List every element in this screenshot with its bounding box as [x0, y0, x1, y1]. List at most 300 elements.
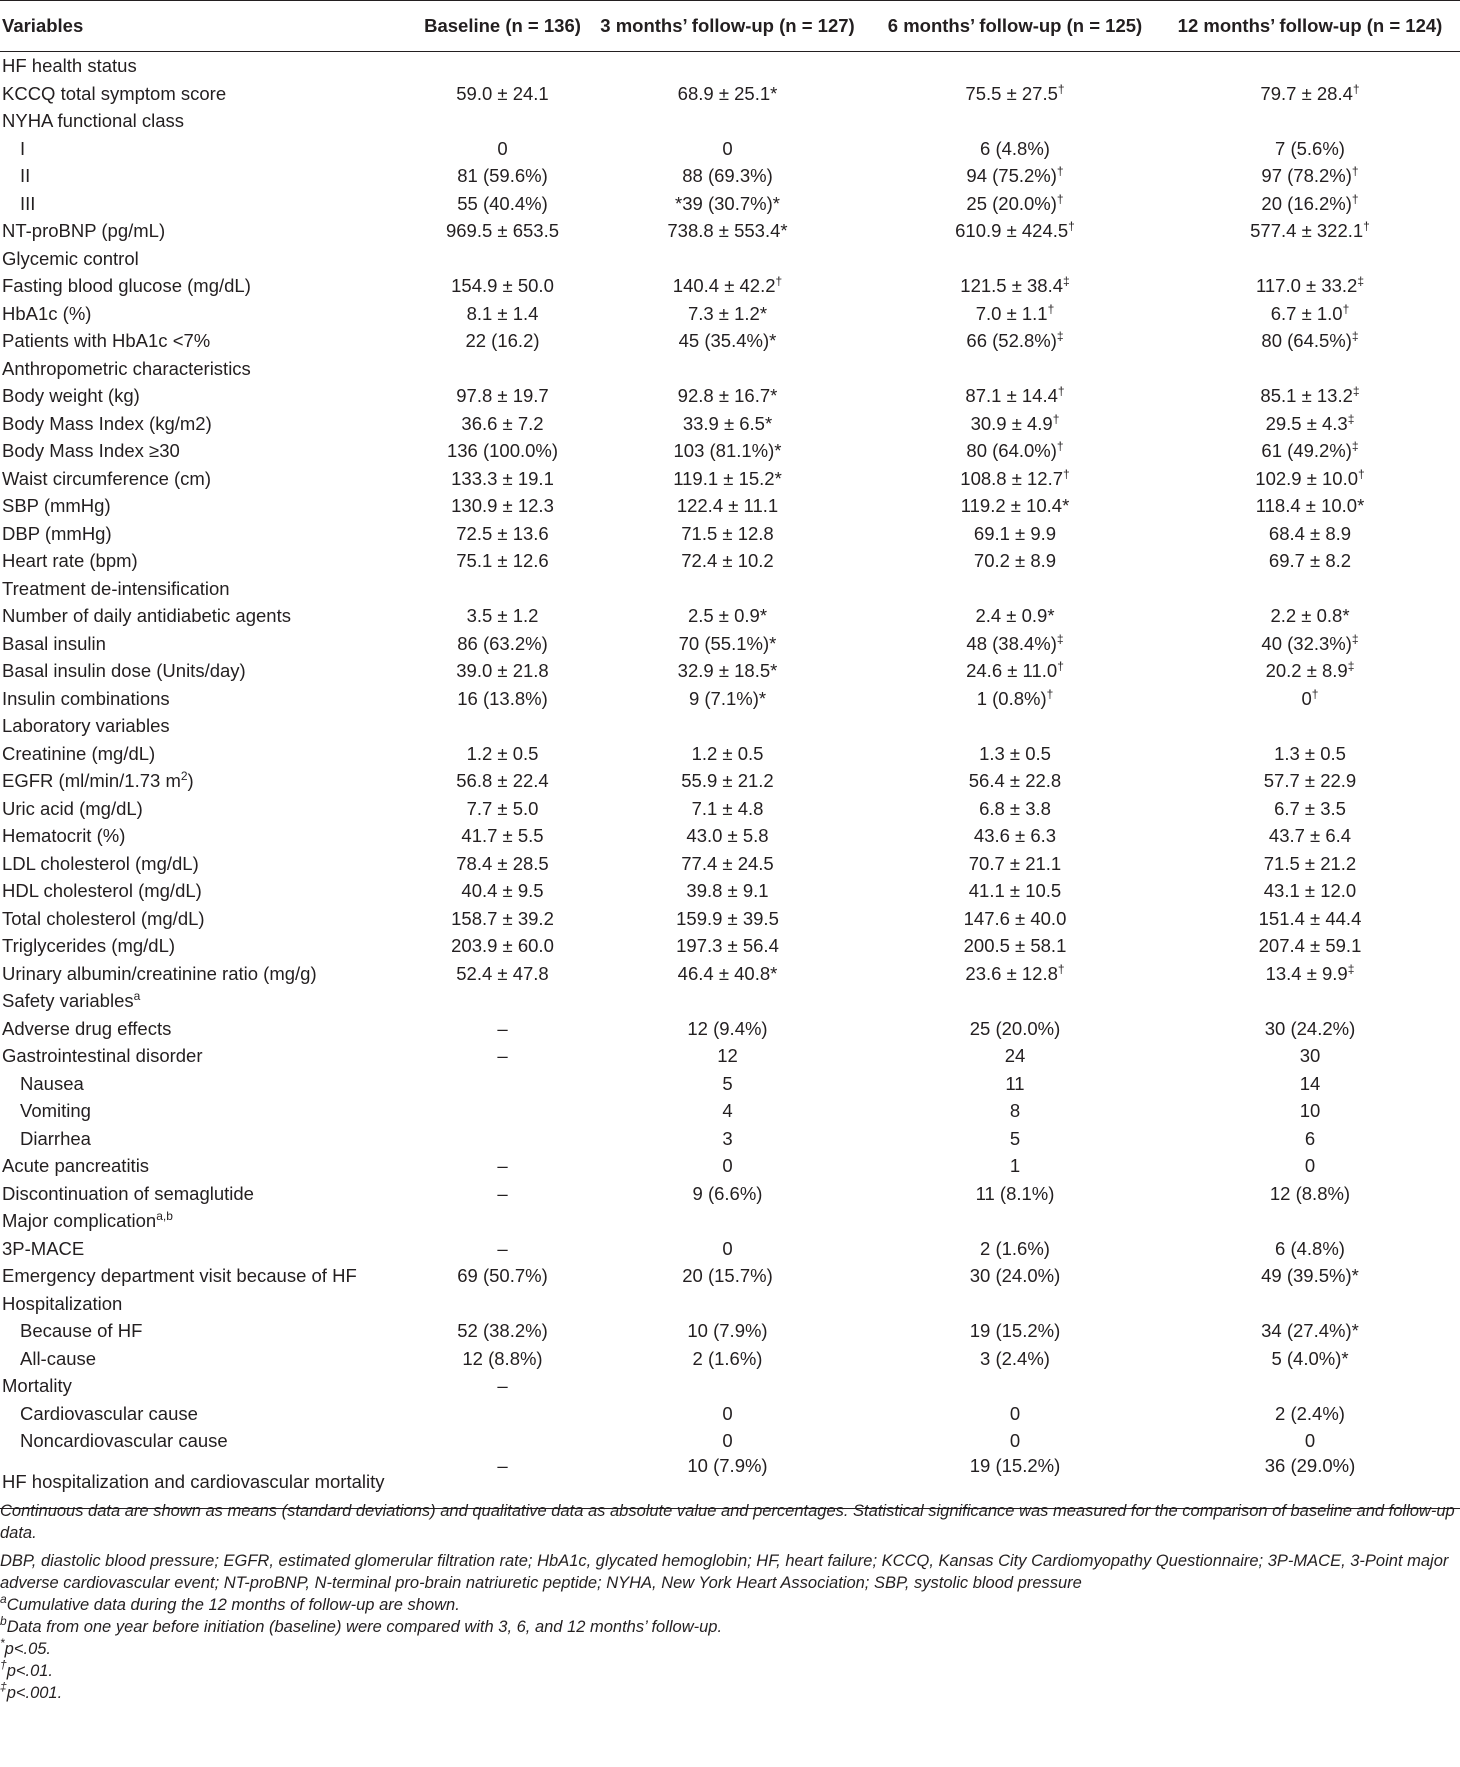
- row-label: Body Mass Index ≥30: [2, 440, 180, 462]
- cell-6-months: 25 (20.0%)†: [966, 191, 1064, 214]
- table-row: [0, 135, 1460, 163]
- table-row: [0, 685, 1460, 713]
- table-row: [0, 1042, 1460, 1070]
- cell-3-months: 0: [722, 1402, 733, 1424]
- cell-12-months: 5 (4.0%)*: [1271, 1347, 1349, 1369]
- cell-baseline: 69 (50.7%): [457, 1265, 548, 1287]
- row-label: Creatinine (mg/dL): [2, 742, 156, 764]
- cell-6-months: 7.0 ± 1.1†: [975, 301, 1055, 324]
- cell-3-months: 88 (69.3%): [682, 165, 773, 187]
- cell-6-months: 147.6 ± 40.0: [963, 907, 1067, 929]
- cell-baseline: 39.0 ± 21.8: [456, 660, 549, 682]
- cell-baseline: 7.7 ± 5.0: [466, 797, 539, 819]
- row-section-label: Mortality: [2, 1375, 72, 1397]
- table-row: [0, 850, 1460, 878]
- table-row: [0, 437, 1460, 465]
- cell-6-months: [870, 245, 1160, 273]
- cell-6-months: 8: [1009, 1100, 1021, 1122]
- cell-3-months: 197.3 ± 56.4: [676, 935, 779, 957]
- cell-3-months: *39 (30.7%)*: [675, 192, 780, 214]
- row-label: II: [20, 165, 31, 187]
- table-row: [0, 877, 1460, 905]
- cell-baseline: –: [420, 1455, 585, 1509]
- cell-baseline: 41.7 ± 5.5: [461, 825, 544, 847]
- cell-6-months: 119.2 ± 10.4*: [960, 495, 1070, 517]
- table-row: [0, 1317, 1460, 1345]
- table-footnotes: [0, 1500, 1458, 1704]
- cell-baseline: [420, 1097, 585, 1125]
- table-row: [0, 80, 1460, 108]
- cell-12-months: 117.0 ± 33.2‡: [1255, 274, 1365, 297]
- cell-baseline: [420, 712, 585, 740]
- cell-12-months: 36 (29.0%): [1160, 1455, 1460, 1509]
- column-header-6-months: 6 months’ follow-up (n = 125): [870, 1, 1160, 52]
- cell-3-months: [585, 1207, 870, 1235]
- cell-baseline: [420, 1427, 585, 1455]
- cell-3-months: 2.5 ± 0.9*: [687, 605, 768, 627]
- row-label: Gastrointestinal disorder: [2, 1045, 203, 1067]
- cell-3-months: 9 (7.1%)*: [688, 687, 767, 709]
- row-label: Basal insulin: [2, 632, 106, 654]
- row-label: Waist circumference (cm): [2, 467, 212, 489]
- cell-3-months: [585, 52, 870, 80]
- cell-12-months: [1160, 575, 1460, 603]
- cell-3-months: 1.2 ± 0.5: [691, 742, 764, 764]
- cell-12-months: 68.4 ± 8.9: [1268, 522, 1352, 544]
- table-row: [0, 932, 1460, 960]
- cell-12-months: 71.5 ± 21.2: [1263, 852, 1357, 874]
- table-row: [0, 1180, 1460, 1208]
- cell-12-months: [1160, 107, 1460, 135]
- row-label: Body Mass Index (kg/m2): [2, 412, 212, 434]
- row-label: III: [20, 192, 36, 214]
- table-row: [0, 960, 1460, 988]
- footnote-b: $^b$Data from one year before initiation (baseline) were compared with 3, 6, and 12 months’ follow-up.: [0, 1614, 723, 1636]
- cell-baseline: [420, 1207, 585, 1235]
- cell-3-months: [585, 575, 870, 603]
- cell-baseline: 52 (38.2%): [457, 1320, 548, 1342]
- cell-6-months: [870, 52, 1160, 80]
- cell-6-months: 25 (20.0%): [969, 1017, 1061, 1039]
- footnote-p05: *p<.05.: [0, 1636, 52, 1658]
- table-row: [0, 1097, 1460, 1125]
- cell-3-months: 32.9 ± 18.5*: [677, 660, 778, 682]
- row-label: Because of HF: [20, 1320, 143, 1342]
- cell-3-months: 9 (6.6%): [692, 1182, 763, 1204]
- cell-6-months: [870, 1290, 1160, 1318]
- cell-baseline: 130.9 ± 12.3: [451, 495, 554, 517]
- cell-12-months: 61 (49.2%)‡: [1261, 439, 1359, 462]
- cell-6-months: 610.9 ± 424.5†: [955, 219, 1075, 242]
- row-label: Triglycerides (mg/dL): [2, 935, 176, 957]
- table-row: [0, 1070, 1460, 1098]
- cell-3-months: 7.3 ± 1.2*: [687, 302, 768, 324]
- row-label: Basal insulin dose (Units/day): [2, 660, 246, 682]
- footnote-abbreviations: DBP, diastolic blood pressure; EGFR, estimated glomerular filtration rate; HbA1c, glycated hemoglobin; HF, heart failure; KCCQ, Kansas City Cardiomyopathy Questionnaire; 3P-MACE, 3-Point major adverse cardiovascular event; NT-proBNP, N-terminal pro-brain natriuretic peptide; NYHA, New York Heart Association; SBP, systolic blood pressure: [0, 1552, 1449, 1592]
- cell-3-months: 103 (81.1%)*: [673, 440, 782, 462]
- row-label: HbA1c (%): [2, 302, 92, 324]
- cell-12-months: 12 (8.8%): [1269, 1182, 1351, 1204]
- row-label: Emergency department visit because of HF: [2, 1265, 357, 1287]
- cell-3-months: [585, 1290, 870, 1318]
- cell-6-months: 30 (24.0%): [969, 1265, 1061, 1287]
- table-row: [0, 272, 1460, 300]
- table-row: [0, 740, 1460, 768]
- row-label: Diarrhea: [20, 1127, 91, 1149]
- table-row: [0, 217, 1460, 245]
- cell-12-months: 7 (5.6%): [1275, 137, 1345, 159]
- column-header-12-months: 12 months’ follow-up (n = 124): [1160, 1, 1460, 52]
- cell-3-months: 92.8 ± 16.7*: [677, 385, 778, 407]
- cell-12-months: [1160, 1372, 1460, 1400]
- footnote-description: Continuous data are shown as means (standard deviations) and qualitative data as absolute value and percentages. Statistical significance was measured for the comparison of baseline and follow-up data.: [0, 1502, 1455, 1542]
- cell-3-months: 12: [717, 1045, 738, 1067]
- cell-12-months: 6: [1304, 1127, 1316, 1149]
- table-row: [0, 822, 1460, 850]
- cell-12-months: 0†: [1301, 686, 1319, 709]
- cell-12-months: 2 (2.4%): [1275, 1402, 1345, 1424]
- table-row: [0, 162, 1460, 190]
- cell-12-months: [1160, 355, 1460, 383]
- cell-baseline: 203.9 ± 60.0: [451, 935, 554, 957]
- cell-12-months: 30 (24.2%): [1264, 1017, 1356, 1039]
- cell-3-months: 10 (7.9%): [687, 1320, 768, 1342]
- cell-3-months: 0: [722, 137, 733, 159]
- row-section-label: Hospitalization: [2, 1292, 123, 1314]
- cell-baseline: [420, 107, 585, 135]
- table-row: [0, 300, 1460, 328]
- cell-6-months: [870, 575, 1160, 603]
- cell-baseline: –: [497, 1182, 508, 1204]
- cell-6-months: 48 (38.4%)‡: [966, 631, 1064, 654]
- row-label: HF hospitalization and cardiovascular mortality: [0, 1455, 420, 1509]
- cell-12-months: 151.4 ± 44.4: [1258, 907, 1362, 929]
- cell-3-months: 20 (15.7%): [682, 1265, 773, 1287]
- cell-baseline: –: [497, 1045, 508, 1067]
- cell-baseline: 86 (63.2%): [457, 632, 548, 654]
- cell-baseline: [420, 575, 585, 603]
- cell-12-months: 20 (16.2%)†: [1261, 191, 1359, 214]
- table-row: [0, 987, 1460, 1015]
- cell-6-months: 6 (4.8%): [980, 137, 1050, 159]
- cell-6-months: 19 (15.2%): [870, 1455, 1160, 1509]
- cell-6-months: [870, 712, 1160, 740]
- row-label: Patients with HbA1c <7%: [2, 330, 211, 352]
- cell-3-months: 68.9 ± 25.1*: [677, 82, 778, 104]
- row-section-label: HF health status: [2, 55, 137, 77]
- row-label: Number of daily antidiabetic agents: [2, 605, 291, 627]
- cell-baseline: –: [497, 1017, 508, 1039]
- cell-6-months: 3 (2.4%): [980, 1347, 1050, 1369]
- table-row: [0, 1290, 1460, 1318]
- cell-12-months: 34 (27.4%)*: [1261, 1320, 1359, 1342]
- cell-12-months: 29.5 ± 4.3‡: [1265, 411, 1355, 434]
- row-label: KCCQ total symptom score: [2, 82, 227, 104]
- cell-6-months: 1: [1009, 1155, 1021, 1177]
- cell-12-months: 49 (39.5%)*: [1261, 1265, 1359, 1287]
- table-row: [0, 1400, 1460, 1428]
- cell-12-months: [1160, 1207, 1460, 1235]
- table-row: [0, 520, 1460, 548]
- row-section-label: Glycemic control: [2, 247, 139, 269]
- cell-3-months: 0: [722, 1155, 733, 1177]
- cell-baseline: –: [497, 1155, 508, 1177]
- row-label: EGFR (ml/min/1.73 $m^2$): [2, 769, 194, 792]
- cell-3-months: 33.9 ± 6.5*: [682, 412, 773, 434]
- cell-6-months: 0: [1009, 1430, 1021, 1452]
- cell-3-months: 46.4 ± 40.8*: [677, 962, 778, 984]
- cell-3-months: [585, 245, 870, 273]
- cell-12-months: 10: [1299, 1100, 1321, 1122]
- cell-6-months: 43.6 ± 6.3: [973, 825, 1057, 847]
- cell-baseline: 1.2 ± 0.5: [466, 742, 539, 764]
- cell-6-months: 2 (1.6%): [980, 1237, 1050, 1259]
- cell-6-months: 66 (52.8%)‡: [966, 329, 1064, 352]
- cell-12-months: 30: [1299, 1045, 1321, 1067]
- table-row: [0, 465, 1460, 493]
- cell-12-months: 207.4 ± 59.1: [1258, 935, 1362, 957]
- column-header-variables: Variables: [0, 1, 420, 52]
- table-row: [0, 1125, 1460, 1153]
- cell-12-months: 57.7 ± 22.9: [1263, 770, 1357, 792]
- cell-12-months: [1160, 52, 1460, 80]
- cell-6-months: [870, 1372, 1160, 1400]
- row-label: Body weight (kg): [2, 385, 140, 407]
- cell-baseline: [420, 245, 585, 273]
- table-row: [0, 657, 1460, 685]
- cell-12-months: [1160, 245, 1460, 273]
- table-row: [0, 107, 1460, 135]
- cell-3-months: 5: [722, 1072, 733, 1094]
- cell-12-months: 43.1 ± 12.0: [1263, 880, 1357, 902]
- cell-baseline: [420, 355, 585, 383]
- cell-6-months: 24: [1004, 1045, 1026, 1067]
- cell-baseline: 56.8 ± 22.4: [456, 770, 549, 792]
- table-row: [0, 602, 1460, 630]
- cell-baseline: 8.1 ± 1.4: [466, 302, 539, 324]
- cell-3-months: 122.4 ± 11.1: [676, 495, 779, 517]
- cell-12-months: 2.2 ± 0.8*: [1270, 605, 1350, 627]
- row-label: Cardiovascular cause: [20, 1402, 198, 1424]
- cell-baseline: 133.3 ± 19.1: [451, 467, 554, 489]
- table-row: [0, 410, 1460, 438]
- table-row: [0, 712, 1460, 740]
- row-label: Vomiting: [20, 1100, 91, 1122]
- cell-baseline: 55 (40.4%): [457, 192, 548, 214]
- table-row: [0, 1207, 1460, 1235]
- cell-3-months: [585, 355, 870, 383]
- cell-baseline: 158.7 ± 39.2: [451, 907, 554, 929]
- cell-baseline: [420, 1125, 585, 1153]
- cell-baseline: [420, 1070, 585, 1098]
- table-row: [0, 547, 1460, 575]
- cell-12-months: [1160, 712, 1460, 740]
- row-label: Acute pancreatitis: [2, 1155, 150, 1177]
- cell-6-months: 30.9 ± 4.9†: [970, 411, 1060, 434]
- row-section-label: Major complication$^{a,b}$: [2, 1209, 173, 1232]
- table-row: [0, 382, 1460, 410]
- table-row: [0, 767, 1460, 795]
- cell-12-months: 97 (78.2%)†: [1261, 164, 1359, 187]
- row-label: Heart rate (bpm): [2, 550, 138, 572]
- table-row: [0, 327, 1460, 355]
- cell-12-months: 79.7 ± 28.4†: [1260, 81, 1360, 104]
- row-label: HDL cholesterol (mg/dL): [2, 880, 202, 902]
- row-label: DBP (mmHg): [2, 522, 112, 544]
- table-row: [0, 575, 1460, 603]
- cell-3-months: [585, 107, 870, 135]
- cell-baseline: 40.4 ± 9.5: [461, 880, 544, 902]
- cell-12-months: 14: [1299, 1072, 1321, 1094]
- cell-6-months: 1.3 ± 0.5: [979, 742, 1051, 764]
- table-row: [0, 905, 1460, 933]
- cell-6-months: 19 (15.2%): [969, 1320, 1061, 1342]
- footnote-p001: ‡p<.001.: [0, 1680, 63, 1702]
- table-row: [0, 1345, 1460, 1373]
- row-label: Fasting blood glucose (mg/dL): [2, 275, 251, 297]
- row-label: Hematocrit (%): [2, 825, 126, 847]
- cell-3-months: 10 (7.9%): [585, 1455, 870, 1509]
- cell-3-months: 7.1 ± 4.8: [691, 797, 764, 819]
- cell-6-months: [870, 107, 1160, 135]
- cell-12-months: 80 (64.5%)‡: [1261, 329, 1359, 352]
- row-section-label: Laboratory variables: [2, 715, 170, 737]
- cell-12-months: 0: [1304, 1155, 1316, 1177]
- cell-6-months: [870, 355, 1160, 383]
- cell-3-months: 70 (55.1%)*: [678, 632, 777, 654]
- cell-baseline: [420, 1400, 585, 1428]
- row-label: NT-proBNP (pg/mL): [2, 220, 166, 242]
- table-row: [0, 1427, 1460, 1455]
- cell-6-months: 41.1 ± 10.5: [968, 880, 1062, 902]
- cell-6-months: 56.4 ± 22.8: [968, 770, 1062, 792]
- row-label: Total cholesterol (mg/dL): [2, 907, 205, 929]
- cell-6-months: [870, 1207, 1160, 1235]
- cell-6-months: 94 (75.2%)†: [966, 164, 1064, 187]
- cell-3-months: 39.8 ± 9.1: [686, 880, 769, 902]
- cell-baseline: 78.4 ± 28.5: [456, 852, 549, 874]
- cell-baseline: –: [497, 1375, 508, 1397]
- cell-3-months: 72.4 ± 10.2: [681, 550, 774, 572]
- table-row: [0, 1235, 1460, 1263]
- row-label: All-cause: [20, 1347, 97, 1369]
- cell-12-months: 40 (32.3%)‡: [1261, 631, 1359, 654]
- table-row: [0, 1152, 1460, 1180]
- row-section-label: NYHA functional class: [2, 110, 185, 132]
- cell-12-months: [1160, 1290, 1460, 1318]
- cell-3-months: [585, 987, 870, 1015]
- cell-3-months: 159.9 ± 39.5: [676, 907, 779, 929]
- cell-6-months: 1 (0.8%)†: [976, 686, 1054, 709]
- table-row: [0, 245, 1460, 273]
- cell-12-months: 6.7 ± 1.0†: [1270, 301, 1350, 324]
- cell-6-months: 11: [1005, 1072, 1025, 1094]
- cell-12-months: [1160, 987, 1460, 1015]
- cell-baseline: 59.0 ± 24.1: [456, 82, 549, 104]
- cell-3-months: 119.1 ± 15.2*: [673, 467, 782, 489]
- cell-12-months: 85.1 ± 13.2‡: [1260, 384, 1360, 407]
- cell-3-months: 55.9 ± 21.2: [681, 770, 774, 792]
- cell-baseline: –: [497, 1237, 508, 1259]
- cell-6-months: [870, 987, 1160, 1015]
- cell-3-months: [585, 1372, 870, 1400]
- table-row: [0, 795, 1460, 823]
- row-label: Urinary albumin/creatinine ratio (mg/g): [2, 962, 317, 984]
- cell-baseline: 22 (16.2): [465, 330, 540, 352]
- table-row: [0, 1262, 1460, 1290]
- cell-3-months: 4: [722, 1100, 733, 1122]
- cell-6-months: 24.6 ± 11.0†: [966, 659, 1064, 682]
- cell-3-months: 0: [722, 1430, 733, 1452]
- cell-3-months: 45 (35.4%)*: [678, 330, 777, 352]
- cell-baseline: 52.4 ± 47.8: [456, 962, 549, 984]
- column-header-baseline: Baseline (n = 136): [420, 1, 585, 52]
- cell-12-months: 102.9 ± 10.0†: [1255, 466, 1365, 489]
- cell-12-months: 13.4 ± 9.9‡: [1265, 961, 1355, 984]
- cell-baseline: 136 (100.0%): [446, 440, 559, 462]
- cell-3-months: 43.0 ± 5.8: [686, 825, 769, 847]
- cell-6-months: 6.8 ± 3.8: [979, 797, 1051, 819]
- cell-6-months: 200.5 ± 58.1: [963, 935, 1067, 957]
- cell-12-months: 69.7 ± 8.2: [1268, 550, 1352, 572]
- cell-12-months: 43.7 ± 6.4: [1268, 825, 1352, 847]
- row-label: 3P-MACE: [2, 1237, 85, 1259]
- cell-12-months: 6 (4.8%): [1275, 1237, 1345, 1259]
- cell-baseline: 12 (8.8%): [462, 1347, 543, 1369]
- cell-6-months: 69.1 ± 9.9: [973, 522, 1057, 544]
- table-row: [0, 1015, 1460, 1043]
- row-label: Insulin combinations: [2, 687, 170, 709]
- table-row: [0, 355, 1460, 383]
- table-row: [0, 492, 1460, 520]
- row-label: Adverse drug effects: [2, 1017, 172, 1039]
- cell-12-months: 20.2 ± 8.9‡: [1265, 659, 1355, 682]
- cell-baseline: [420, 52, 585, 80]
- cell-baseline: 16 (13.8%): [457, 687, 548, 709]
- row-section-label: Safety variables$^a$: [2, 989, 141, 1012]
- table-row: [0, 1372, 1460, 1400]
- cell-3-months: [585, 712, 870, 740]
- row-label: LDL cholesterol (mg/dL): [2, 852, 199, 874]
- cell-baseline: 72.5 ± 13.6: [456, 522, 549, 544]
- cell-3-months: 2 (1.6%): [692, 1347, 763, 1369]
- cell-6-months: 108.8 ± 12.7†: [960, 466, 1070, 489]
- cell-12-months: 6.7 ± 3.5: [1274, 797, 1346, 819]
- cell-3-months: 77.4 ± 24.5: [681, 852, 774, 874]
- cell-baseline: 969.5 ± 653.5: [445, 220, 560, 242]
- cell-baseline: 0: [497, 137, 508, 159]
- cell-3-months: 3: [722, 1127, 733, 1149]
- cell-baseline: 75.1 ± 12.6: [456, 550, 549, 572]
- row-section-label: Anthropometric characteristics: [2, 357, 251, 379]
- cell-6-months: 75.5 ± 27.5†: [965, 81, 1065, 104]
- cell-baseline: 81 (59.6%): [457, 165, 548, 187]
- row-label: SBP (mmHg): [2, 495, 111, 517]
- table-row: [0, 52, 1460, 80]
- cell-3-months: 738.8 ± 553.4*: [667, 220, 788, 242]
- cell-3-months: 0: [722, 1237, 733, 1259]
- cell-baseline: 36.6 ± 7.2: [461, 412, 544, 434]
- cell-baseline: 3.5 ± 1.2: [466, 605, 539, 627]
- cell-baseline: 154.9 ± 50.0: [451, 275, 554, 297]
- footnote-p01: †p<.01.: [0, 1658, 54, 1680]
- row-label: Uric acid (mg/dL): [2, 797, 143, 819]
- row-label: I: [20, 137, 26, 159]
- row-label: Nausea: [20, 1072, 84, 1094]
- cell-12-months: 0: [1304, 1430, 1316, 1452]
- cell-12-months: 1.3 ± 0.5: [1274, 742, 1346, 764]
- cell-3-months: 12 (9.4%): [687, 1017, 768, 1039]
